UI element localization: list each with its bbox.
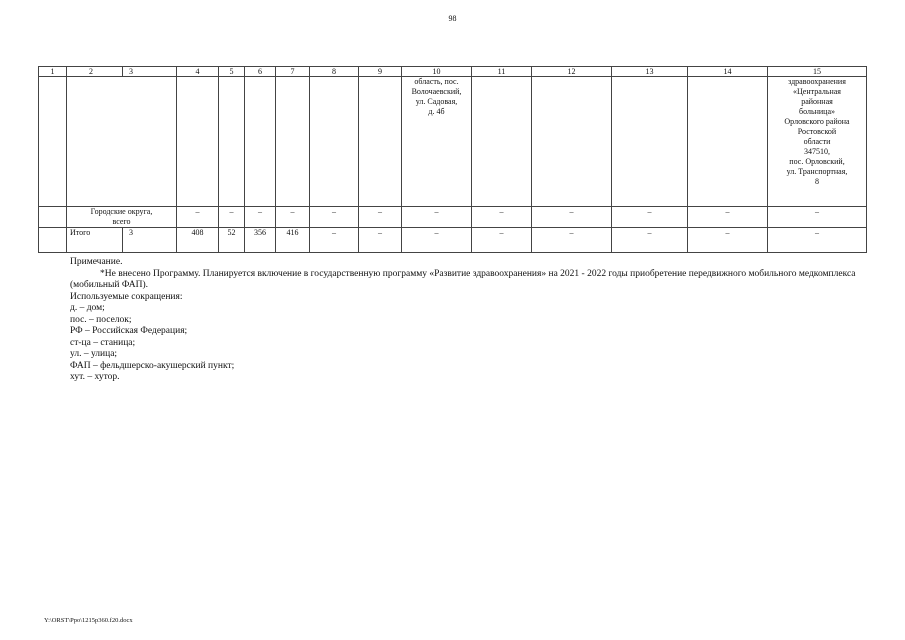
header-cell: 4 [177, 67, 219, 77]
header-cell: 7 [276, 67, 310, 77]
table-cell: – [276, 207, 310, 228]
note-text: *Не внесено Программу. Планируется включение в государственную программу «Развитие здравоохранения» на 2021 - 2022 годы приобретение передвижного мобильного медкомплекса (мобильный ФАП). [70, 268, 856, 290]
table-cell: 416 [276, 228, 310, 253]
table-cell: – [688, 228, 768, 253]
table-cell: – [359, 207, 402, 228]
table-cell: – [612, 228, 688, 253]
header-cell: 5 [219, 67, 245, 77]
table-cell: – [472, 228, 532, 253]
table-cell: – [245, 207, 276, 228]
row-label: Городские округа, всего [67, 207, 177, 228]
header-cell: 11 [472, 67, 532, 77]
table-header-row [39, 67, 867, 77]
header-cell: 14 [688, 67, 768, 77]
header-cell: 2 [67, 67, 123, 77]
table-cell: – [310, 228, 359, 253]
table-cell: – [402, 228, 472, 253]
table-cell: – [310, 207, 359, 228]
abbreviation-item: хут. – хутор. [70, 372, 120, 382]
header-cell: 1 [39, 67, 67, 77]
table-cell: – [219, 207, 245, 228]
organization-cell: здравоохранения «Центральная районная больница» Орловского района Ростовской области 347510, пос. Орловский, ул. Транспортная, 8 [768, 77, 867, 207]
header-cell: 9 [359, 67, 402, 77]
table-cell: – [402, 207, 472, 228]
abbreviation-item: пос. – поселок; [70, 314, 132, 325]
table-cell: – [472, 207, 532, 228]
table-cell: 356 [245, 228, 276, 253]
abbreviation-item: РФ – Российская Федерация; [70, 326, 188, 336]
table-cell: – [612, 207, 688, 228]
table-cell: – [532, 228, 612, 253]
table-cell: – [688, 207, 768, 228]
abbreviation-item: ст-ца – станица; [70, 337, 136, 348]
continuation-row [39, 77, 867, 207]
header-cell: 13 [612, 67, 688, 77]
header-cell: 10 [402, 67, 472, 77]
table-cell: 408 [177, 228, 219, 253]
notes-title: Примечание. [70, 257, 123, 267]
abbreviation-item: д. – дом; [70, 303, 105, 313]
header-cell: 6 [245, 67, 276, 77]
notes-section [70, 257, 870, 384]
table-cell: 52 [219, 228, 245, 253]
header-cell: 15 [768, 67, 867, 77]
city-districts-row [39, 207, 867, 228]
abbreviations-title: Используемые сокращения: [70, 291, 183, 302]
table-cell: – [359, 228, 402, 253]
page-number: 98 [448, 14, 457, 23]
table-cell: – [177, 207, 219, 228]
table-cell: 3 [123, 228, 177, 253]
header-cell: 8 [310, 67, 359, 77]
header-cell: 12 [532, 67, 612, 77]
abbreviation-item: ФАП – фельдшерско-акушерский пункт; [70, 360, 235, 371]
table-cell: – [768, 207, 867, 228]
address-cell: область, пос. Волочаевский, ул. Садовая, д. 4б [402, 77, 472, 207]
footer-file-path: Y:\ORST\Ppo\1215p360.f20.docx [44, 617, 133, 624]
header-cell: 3 [123, 67, 177, 77]
data-table [38, 66, 867, 253]
row-label: Итого [67, 228, 123, 253]
abbreviation-item: ул. – улица; [70, 349, 118, 359]
total-row [39, 228, 867, 253]
table-cell: – [532, 207, 612, 228]
table-cell: – [768, 228, 867, 253]
